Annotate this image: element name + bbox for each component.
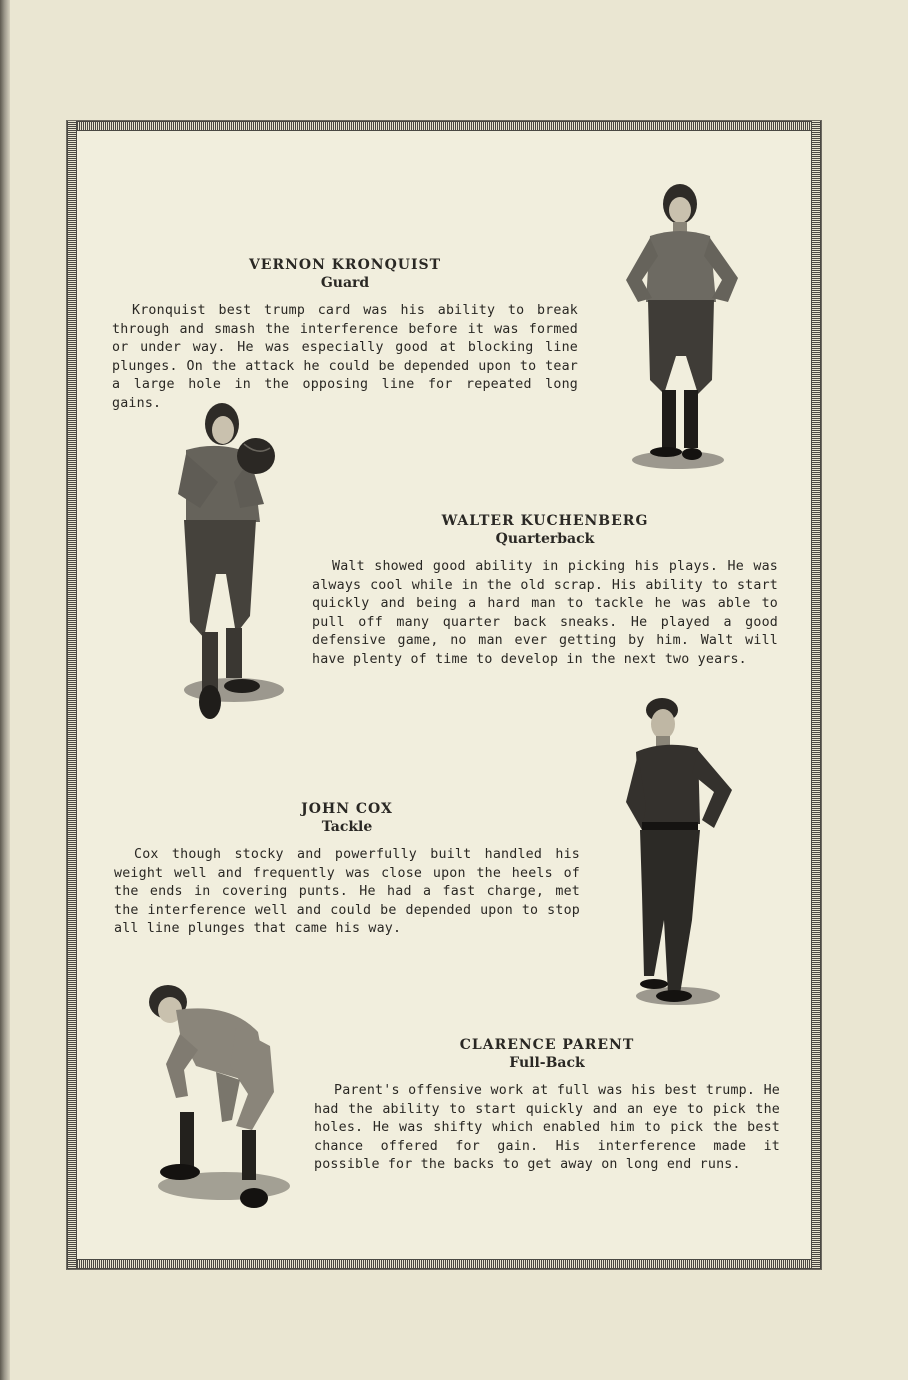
player-entry-parent [314, 1036, 780, 1175]
player-description: Cox though stocky and powerfully built handled his weight well and frequently was close upon the heels of the ends in covering punts. He had a fast charge, met the interference well and could be depended upon to stop all line plunges that came his way. [114, 847, 580, 937]
player-description: Parent's offensive work at full was his best trump. He had the ability to start quickly and an eye to pick the holes. He was shifty which enabled him to pick the best chance offered for gain. His interference made it possible for the backs to get away on long end runs. [314, 1083, 780, 1173]
border-rule-bottom [67, 1259, 821, 1269]
border-rule-top [67, 121, 821, 131]
player-name: WALTER KUCHENBERG [441, 513, 649, 529]
player-position: Quarterback [495, 531, 595, 547]
player-photo-kuchenberg [160, 398, 290, 728]
player-name: CLARENCE PARENT [459, 1037, 635, 1053]
book-binding-edge [0, 0, 10, 1380]
player-entry-cox [114, 800, 580, 939]
player-entry-kuchenberg [312, 512, 778, 670]
player-description: Kronquist best trump card was his ability to break through and smash the interference before it was formed or under way. He was especially good at blocking line plunges. On the attack he could be depended upon to tear a large hole in the opposing line for repeated long gains. [112, 303, 578, 411]
border-rule-left [67, 121, 77, 1269]
player-position: Full-Back [509, 1055, 585, 1071]
player-photo-cox [620, 694, 744, 1020]
player-photo-parent [140, 980, 300, 1216]
player-position: Guard [320, 275, 370, 291]
player-name: VERNON KRONQUIST [248, 257, 442, 273]
border-rule-right [811, 121, 821, 1269]
player-name: JOHN COX [301, 801, 393, 817]
player-entry-kronquist [112, 256, 578, 414]
player-photo-kronquist [612, 180, 752, 480]
player-position: Tackle [321, 819, 373, 835]
player-description: Walt showed good ability in picking his plays. He was always cool while in the old scrap. His ability to start quickly and being a hard man to tackle he was able to pull off many quarter back sneaks. He played a good defensive game, no man ever getting by him. Walt will have plenty of time to develop in the next two years. [312, 559, 778, 667]
